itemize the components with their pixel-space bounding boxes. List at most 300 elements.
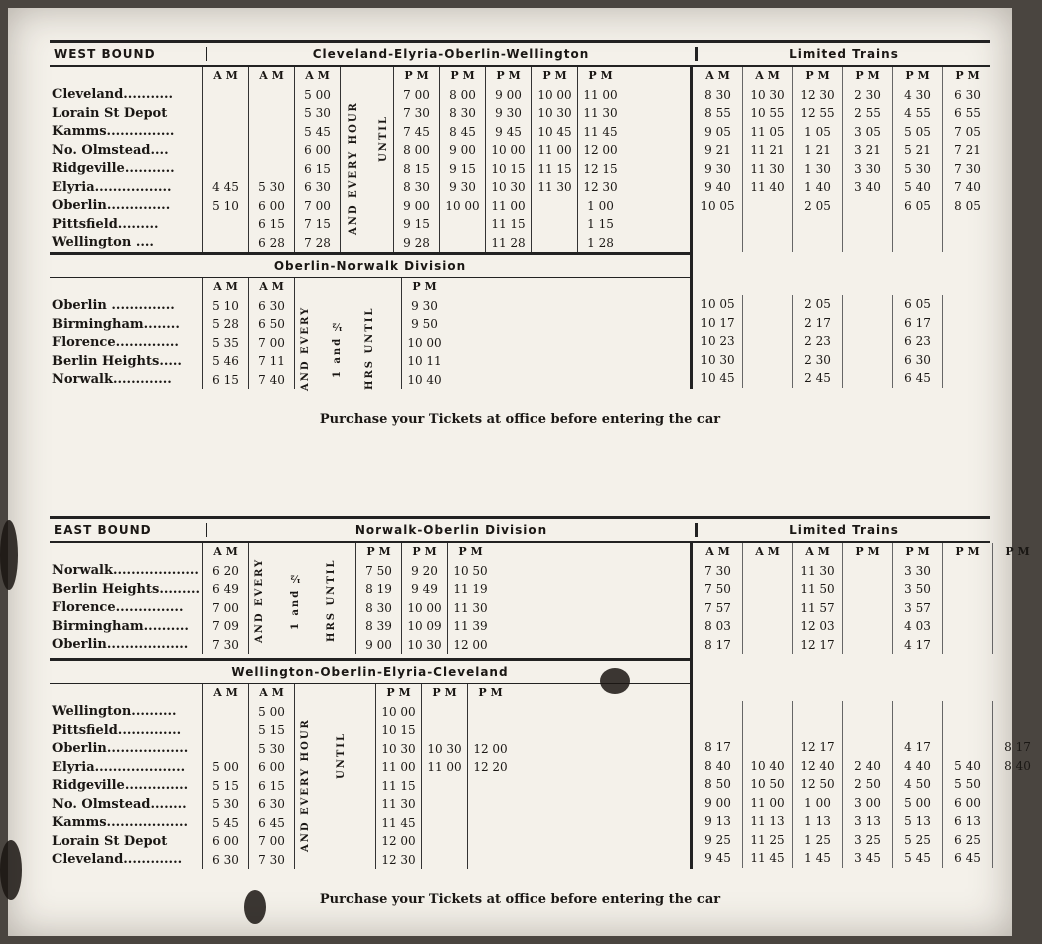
am-pm-label: P M	[892, 543, 942, 562]
station-name: Norwalk...................	[52, 563, 199, 579]
time-cell: 9 00	[439, 141, 485, 160]
west-direction-label: WEST BOUND	[54, 47, 156, 61]
time-cell	[742, 599, 792, 618]
time-cell: 6 30	[942, 86, 992, 105]
time-cell	[992, 794, 1042, 813]
time-cell: 8 40	[992, 757, 1042, 776]
time-cell: 9 00	[393, 197, 439, 216]
time-cell: 9 50	[401, 315, 447, 334]
time-cell: 7 30	[393, 104, 439, 123]
time-cell: 6 00	[202, 832, 248, 851]
time-cell	[742, 215, 792, 234]
time-cell	[992, 720, 1042, 739]
time-cell: 6 00	[294, 141, 340, 160]
time-cell: 10 55	[742, 104, 792, 123]
time-cell: 11 00	[421, 758, 467, 777]
time-cell: 9 00	[485, 86, 531, 105]
limited-row	[693, 86, 992, 105]
station-name: Oberlin ..............	[52, 298, 175, 314]
time-cell: 11 13	[742, 812, 792, 831]
time-cell	[842, 197, 892, 216]
am-pm-label: P M	[792, 67, 842, 86]
am-pm-label: P M	[421, 684, 467, 703]
time-cell	[742, 314, 792, 333]
station-name: Pittsfield.........	[52, 216, 159, 232]
time-cell	[202, 123, 248, 142]
station-name: Cleveland.............	[52, 852, 183, 868]
am-pm-label: P M	[531, 67, 577, 86]
time-cell: 12 00	[375, 832, 421, 851]
am-pm-label: A M	[792, 543, 842, 562]
time-cell: 10 15	[485, 160, 531, 179]
limited-am-pm-row	[693, 67, 992, 86]
time-cell: 6 05	[892, 295, 942, 314]
am-pm-header-row	[50, 543, 690, 562]
time-cell: 9 45	[485, 123, 531, 142]
time-cell: 3 30	[842, 160, 892, 179]
time-cell: 4 50	[892, 775, 942, 794]
am-pm-label: P M	[577, 67, 623, 86]
time-cell: 6 45	[248, 814, 294, 833]
time-cell: 9 40	[704, 180, 731, 194]
time-cell	[467, 703, 513, 722]
am-pm-label: A M	[202, 67, 248, 86]
limited-row	[693, 314, 992, 333]
time-cell: 7 00	[202, 599, 248, 618]
limited-row	[693, 720, 1042, 739]
limited-row	[693, 794, 1042, 813]
time-cell: 8 39	[355, 617, 401, 636]
time-cell: 5 45	[892, 849, 942, 868]
time-cell	[742, 617, 792, 636]
time-cell	[992, 775, 1042, 794]
time-cell: 11 30	[577, 104, 623, 123]
time-cell: 5 40	[942, 757, 992, 776]
time-cell: 5 15	[248, 721, 294, 740]
limited-row	[693, 701, 1042, 720]
time-cell: 9 25	[704, 832, 731, 847]
station-name: Norwalk.............	[52, 372, 172, 388]
time-cell: 4 55	[892, 104, 942, 123]
time-cell: 11 50	[792, 580, 842, 599]
time-cell	[992, 617, 1042, 636]
east-limited-schedule	[690, 543, 1042, 869]
time-cell	[842, 332, 892, 351]
time-cell: 5 30	[202, 795, 248, 814]
time-cell	[892, 701, 942, 720]
every-label: AND EVERY	[300, 305, 311, 391]
time-cell	[742, 332, 792, 351]
time-cell: 4 17	[892, 738, 942, 757]
time-cell: 11 30	[375, 795, 421, 814]
time-cell: 9 28	[393, 234, 439, 253]
time-cell: 11 39	[447, 617, 493, 636]
time-cell: 10 45	[700, 371, 735, 385]
west-limited-title: Limited Trains	[695, 47, 990, 61]
time-cell: 9 00	[704, 795, 731, 810]
time-cell: 7 30	[202, 636, 248, 655]
time-cell: 8 30	[704, 87, 731, 102]
time-cell	[202, 160, 248, 179]
time-cell: 2 05	[792, 197, 842, 216]
time-cell: 4 03	[892, 617, 942, 636]
time-cell	[792, 720, 842, 739]
time-cell: 8 00	[393, 141, 439, 160]
limited-row	[693, 580, 1042, 599]
time-cell: 3 50	[892, 580, 942, 599]
time-cell: 10 09	[401, 617, 447, 636]
time-cell: 10 05	[700, 198, 735, 213]
am-pm-label: P M	[892, 67, 942, 86]
limited-row	[693, 160, 992, 179]
time-cell	[248, 160, 294, 179]
time-cell	[942, 636, 992, 655]
time-cell: 6 30	[892, 351, 942, 370]
time-cell: 5 00	[294, 86, 340, 105]
time-cell: 12 00	[447, 636, 493, 655]
time-cell: 6 13	[942, 812, 992, 831]
station-name: Kamms...............	[52, 124, 175, 140]
note-column	[294, 278, 401, 297]
time-cell: 11 45	[742, 849, 792, 868]
time-cell: 9 15	[393, 215, 439, 234]
hrs-until-label: HRS UNTIL	[364, 306, 375, 390]
station-name: Elyria....................	[52, 759, 186, 775]
time-cell: 11 00	[742, 794, 792, 813]
time-cell: 3 05	[842, 123, 892, 142]
time-cell	[693, 234, 742, 253]
time-cell: 6 00	[248, 758, 294, 777]
time-cell	[942, 332, 992, 351]
time-cell: 7 30	[248, 851, 294, 870]
time-cell: 6 00	[248, 197, 294, 216]
am-pm-label: A M	[742, 67, 792, 86]
am-pm-label: A M	[202, 278, 248, 297]
am-pm-label: P M	[355, 543, 401, 562]
time-cell: 5 30	[892, 160, 942, 179]
time-cell: 10 30	[700, 352, 735, 367]
time-cell: 5 46	[202, 352, 248, 371]
station-name: Cleveland...........	[52, 87, 174, 103]
limited-row	[693, 123, 992, 142]
hrs-until-label: HRS UNTIL	[326, 558, 337, 642]
time-cell	[942, 562, 992, 581]
time-cell: 7 50	[704, 582, 731, 596]
time-cell	[248, 104, 294, 123]
time-cell: 12 55	[792, 104, 842, 123]
west-header	[50, 43, 990, 67]
am-pm-label: P M	[485, 67, 531, 86]
time-cell: 1 05	[792, 123, 842, 142]
time-cell	[942, 234, 992, 253]
time-cell	[992, 701, 1042, 720]
time-cell	[942, 351, 992, 370]
time-cell	[742, 234, 792, 253]
until-label: UNTIL	[378, 114, 389, 162]
west-purchase-note: Purchase your Tickets at office before entering the car	[319, 412, 721, 427]
time-cell: 7 09	[202, 617, 248, 636]
time-cell: 11 45	[577, 123, 623, 142]
west-every-hour-note	[348, 88, 418, 248]
division-title: Oberlin-Norwalk Division	[50, 252, 690, 278]
time-cell: 10 45	[531, 123, 577, 142]
time-cell	[942, 599, 992, 618]
time-cell: 5 50	[942, 775, 992, 794]
time-cell: 6 15	[248, 777, 294, 796]
time-cell	[202, 86, 248, 105]
every-hour-label: AND EVERY HOUR	[300, 718, 311, 852]
ink-stain	[600, 668, 630, 694]
time-cell: 7 30	[942, 160, 992, 179]
time-cell: 2 50	[842, 775, 892, 794]
time-cell	[467, 721, 513, 740]
time-cell: 5 45	[294, 123, 340, 142]
time-cell	[693, 720, 742, 739]
time-cell: 11 00	[577, 86, 623, 105]
time-cell	[467, 851, 513, 870]
time-cell: 3 13	[842, 812, 892, 831]
time-cell: 10 50	[447, 562, 493, 581]
time-cell	[202, 740, 248, 759]
time-cell: 11 45	[375, 814, 421, 833]
until-label: UNTIL	[336, 731, 347, 779]
west-bound-table	[50, 40, 990, 389]
time-cell: 8 30	[355, 599, 401, 618]
time-cell	[421, 795, 467, 814]
time-cell	[842, 599, 892, 618]
time-cell: 12 40	[792, 757, 842, 776]
time-cell: 11 00	[531, 141, 577, 160]
station-name: No. Olmstead....	[52, 142, 169, 158]
time-cell	[842, 351, 892, 370]
limited-row	[693, 757, 1042, 776]
time-cell: 7 21	[942, 141, 992, 160]
time-cell	[942, 580, 992, 599]
time-cell	[202, 141, 248, 160]
time-cell	[742, 562, 792, 581]
time-cell	[693, 215, 742, 234]
time-cell	[742, 369, 792, 388]
am-pm-label: P M	[842, 67, 892, 86]
time-cell: 8 15	[393, 160, 439, 179]
time-cell: 12 17	[792, 738, 842, 757]
time-cell	[892, 234, 942, 253]
am-pm-label: P M	[393, 67, 439, 86]
time-cell	[942, 738, 992, 757]
east-every-note	[254, 545, 364, 655]
station-name: Oberlin..............	[52, 198, 171, 214]
time-cell: 7 30	[704, 563, 731, 578]
time-cell: 10 00	[375, 703, 421, 722]
time-cell	[421, 851, 467, 870]
time-cell: 6 50	[248, 315, 294, 334]
time-cell: 11 00	[485, 197, 531, 216]
limited-row	[693, 369, 992, 388]
station-name: Kamms..................	[52, 815, 189, 831]
time-cell: 11 25	[742, 831, 792, 850]
east-purchase-note: Purchase your Tickets at office before entering the car	[319, 892, 721, 907]
limited-row	[693, 234, 992, 253]
am-pm-label: A M	[248, 684, 294, 703]
time-cell: 10 30	[531, 104, 577, 123]
time-cell: 6 17	[892, 314, 942, 333]
am-pm-label: P M	[942, 543, 992, 562]
am-pm-label: P M	[842, 543, 892, 562]
time-cell: 8 40	[704, 758, 731, 773]
time-cell	[421, 777, 467, 796]
time-cell: 6 05	[892, 197, 942, 216]
time-cell	[742, 295, 792, 314]
time-cell: 9 00	[355, 636, 401, 655]
time-cell: 11 57	[792, 599, 842, 618]
time-cell: 8 17	[704, 637, 731, 652]
am-pm-label: P M	[439, 67, 485, 86]
station-name: Lorain St Depot	[52, 833, 168, 849]
time-cell: 5 25	[892, 831, 942, 850]
time-cell: 7 45	[393, 123, 439, 142]
time-cell	[842, 701, 892, 720]
time-cell: 2 17	[792, 314, 842, 333]
time-cell	[248, 141, 294, 160]
time-cell: 10 30	[375, 740, 421, 759]
time-cell: 5 30	[248, 178, 294, 197]
time-cell	[202, 721, 248, 740]
limited-row	[693, 599, 1042, 618]
time-cell	[439, 234, 485, 253]
time-cell: 12 17	[792, 636, 842, 655]
time-cell: 12 03	[792, 617, 842, 636]
time-cell	[942, 617, 992, 636]
time-cell: 3 21	[842, 141, 892, 160]
time-cell: 1 21	[792, 141, 842, 160]
station-name: Wellington ....	[52, 235, 154, 251]
time-cell: 9 13	[704, 814, 731, 828]
time-cell: 8 17	[992, 738, 1042, 757]
time-cell: 7 00	[294, 197, 340, 216]
limited-row	[693, 178, 992, 197]
time-cell: 2 55	[842, 104, 892, 123]
time-cell	[742, 580, 792, 599]
time-cell	[842, 234, 892, 253]
time-cell	[421, 721, 467, 740]
time-cell: 11 30	[792, 562, 842, 581]
time-cell: 2 05	[792, 295, 842, 314]
time-cell	[792, 215, 842, 234]
time-cell: 12 00	[467, 740, 513, 759]
time-cell: 7 00	[248, 832, 294, 851]
every-label: AND EVERY	[254, 557, 265, 643]
time-cell: 1 45	[792, 849, 842, 868]
time-cell: 1 40	[792, 178, 842, 197]
time-cell: 1 00	[577, 197, 623, 216]
time-cell: 8 00	[439, 86, 485, 105]
ink-stain	[0, 520, 18, 590]
time-cell: 6 28	[248, 234, 294, 253]
time-cell: 11 15	[375, 777, 421, 796]
time-cell: 12 20	[467, 758, 513, 777]
limited-row	[693, 812, 1042, 831]
time-cell	[842, 720, 892, 739]
time-cell: 11 15	[485, 215, 531, 234]
east-direction-label: EAST BOUND	[54, 523, 152, 537]
table-row	[50, 599, 690, 618]
time-cell	[992, 636, 1042, 655]
time-cell: 5 35	[202, 334, 248, 353]
am-pm-label: A M	[294, 67, 340, 86]
am-pm-label: P M	[401, 278, 447, 297]
time-cell	[421, 814, 467, 833]
limited-row	[693, 197, 992, 216]
time-cell: 6 45	[892, 369, 942, 388]
time-cell: 10 50	[742, 775, 792, 794]
limited-row	[693, 775, 1042, 794]
time-cell	[742, 351, 792, 370]
time-cell: 9 21	[704, 143, 731, 157]
time-cell: 5 00	[202, 758, 248, 777]
every-hour-label: AND EVERY HOUR	[348, 101, 359, 235]
time-cell	[892, 215, 942, 234]
am-pm-label: P M	[401, 543, 447, 562]
time-cell: 10 40	[401, 371, 447, 390]
station-name: Berlin Heights.........	[52, 581, 201, 597]
am-pm-label: P M	[375, 684, 421, 703]
limited-row	[693, 141, 992, 160]
time-cell: 9 30	[401, 297, 447, 316]
time-cell: 10 30	[742, 86, 792, 105]
time-cell: 12 50	[792, 775, 842, 794]
time-cell	[202, 234, 248, 253]
time-cell	[842, 636, 892, 655]
time-cell: 7 40	[942, 178, 992, 197]
time-cell	[992, 599, 1042, 618]
time-cell: 4 17	[892, 636, 942, 655]
am-pm-label: A M	[202, 543, 248, 562]
station-name: Oberlin..................	[52, 637, 189, 653]
time-cell: 12 30	[375, 851, 421, 870]
time-cell	[742, 701, 792, 720]
time-cell: 6 20	[202, 562, 248, 581]
time-cell	[531, 215, 577, 234]
am-pm-label: A M	[202, 684, 248, 703]
time-cell	[842, 369, 892, 388]
time-cell: 2 23	[792, 332, 842, 351]
time-cell	[202, 104, 248, 123]
time-cell	[467, 777, 513, 796]
time-cell	[742, 197, 792, 216]
east-route-title: Norwalk-Oberlin Division	[206, 523, 695, 537]
time-cell	[842, 295, 892, 314]
time-cell: 11 21	[742, 141, 792, 160]
time-cell	[693, 701, 742, 720]
time-cell: 10 15	[375, 721, 421, 740]
time-cell: 2 40	[842, 757, 892, 776]
time-cell: 11 00	[375, 758, 421, 777]
time-cell: 6 30	[248, 795, 294, 814]
ink-stain	[244, 890, 266, 924]
am-pm-label: A M	[705, 69, 730, 82]
west-sub-every-note	[300, 298, 396, 398]
time-cell: 1 28	[577, 234, 623, 253]
time-cell: 6 23	[892, 332, 942, 351]
time-cell: 9 15	[439, 160, 485, 179]
am-pm-header-row	[50, 278, 690, 297]
east-header	[50, 519, 990, 543]
time-cell: 1 30	[792, 160, 842, 179]
time-cell: 9 45	[704, 851, 731, 865]
time-cell: 9 20	[401, 562, 447, 581]
time-cell: 6 00	[942, 794, 992, 813]
time-cell: 10 40	[742, 757, 792, 776]
